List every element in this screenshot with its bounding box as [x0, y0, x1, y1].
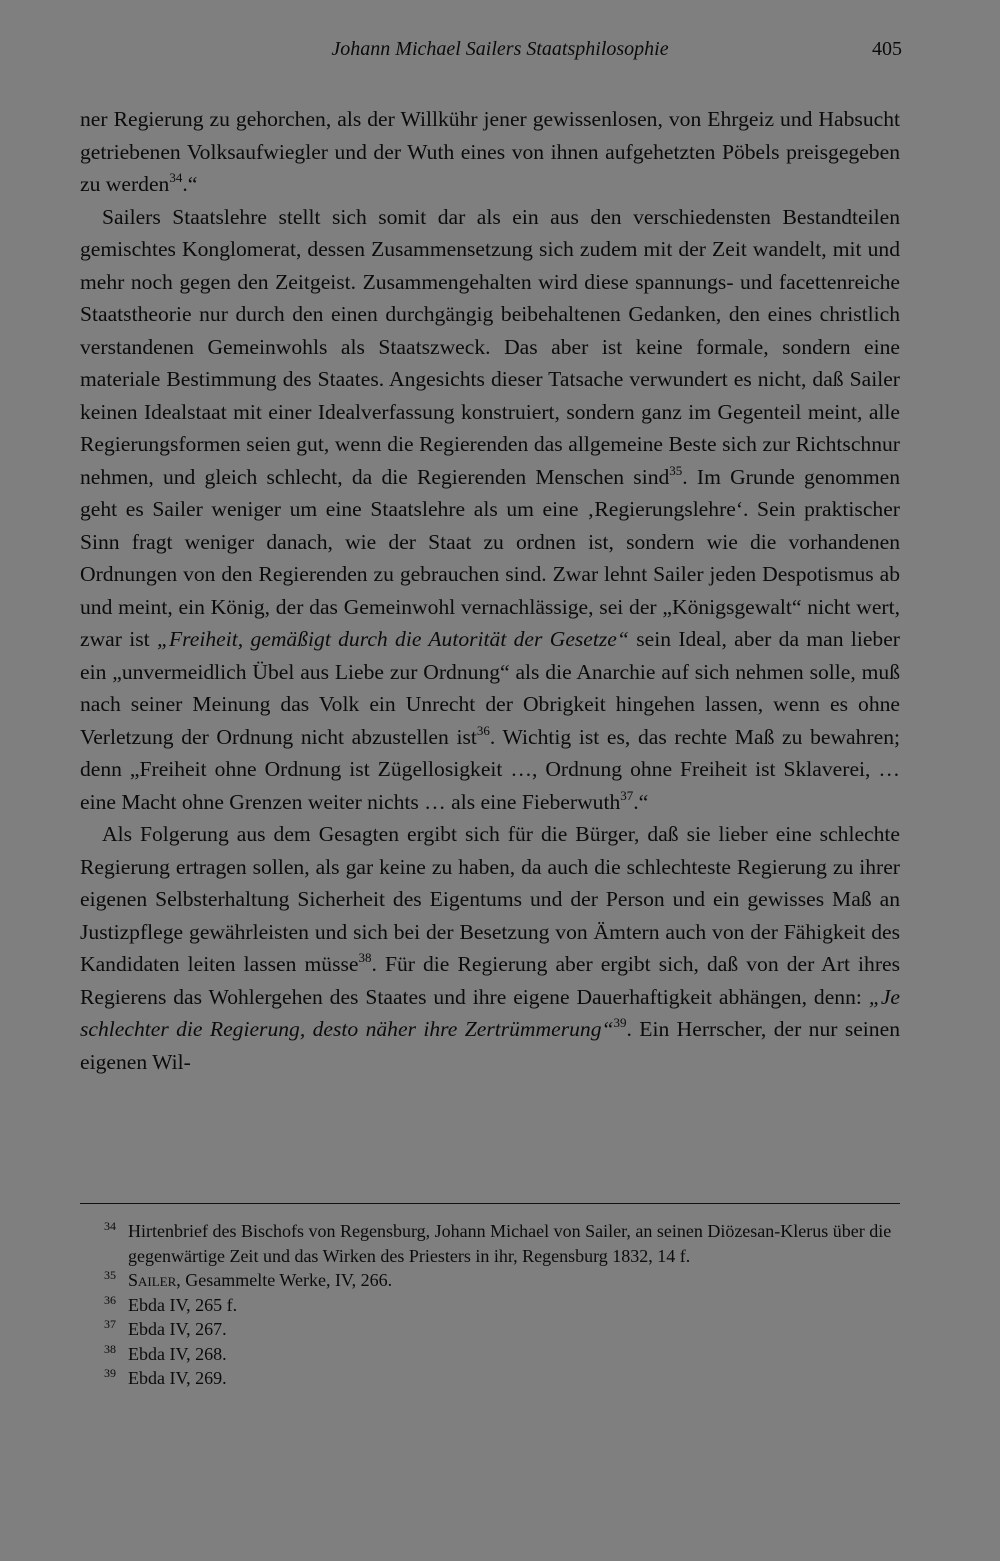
page-number: 405 [872, 38, 902, 60]
footnote [80, 1219, 900, 1268]
running-header: Johann Michael Sailers Staatsphilosophie [331, 38, 669, 60]
text-run: . Im Grunde genommen geht es Sailer weniger um eine Staatslehre als um eine ‚Regierungslehre‘. Sein praktischer Sinn fragt weniger danach, wie der Staat zu ordnen ist, sondern wie die vorhandenen Ordnungen von den Regierenden zu gebrauchen sind. Zwar lehnt Sailer jeden Despotismus ab und meint, ein König, der das Gemeinwohl vernachlässige, sei der „Königsgewalt“ nicht wert, zwar ist [80, 464, 900, 651]
footnote-ref: 38 [358, 950, 372, 965]
author-name: Sailer [128, 1270, 177, 1290]
footnote-text: Hirtenbrief des Bischofs von Regensburg, Johann Michael von Sailer, an seinen Diözesan-Klerus über die gegenwärtige Zeit und das Wirken des Priesters in ihr, Regensburg 1832, 14 f. [128, 1221, 892, 1266]
footnote-number: 34 [104, 1219, 116, 1233]
footnote-ref: 35 [669, 462, 683, 478]
footnote-divider [80, 1203, 900, 1204]
text-run: sein Ideal, aber da man lieber ein „unvermeidlich Übel aus Liebe zur Ordnung“ als die Anarchie auf sich nehmen solle, muß nach seiner Meinung das Volk ein Unrecht der Obrigkeit hingehen lassen, wenn es ohne Verletzung der Ordnung nicht abzustellen ist [80, 627, 900, 749]
text-run: . Für die Regierung aber ergibt sich, daß von der Art ihres Regierens das Wohlergehen des Staates und ihre eigene Dauerhaftigkeit abhängen, denn: [80, 952, 900, 1009]
footnote-text: Ebda IV, 269. [128, 1368, 227, 1388]
quotation-italic: „Freiheit, gemäßigt durch die Autorität der Gesetze“ [156, 627, 629, 651]
footnote-ref: 34 [169, 170, 183, 185]
footnote-text: Ebda IV, 267. [128, 1319, 227, 1339]
footnote-ref: 39 [613, 1015, 627, 1030]
footnote [80, 1342, 900, 1367]
text-run: Sailers Staatslehre stellt sich somit dar als ein aus den verschiedensten Bestandteilen gemischtes Konglomerat, dessen Zusammensetzung sich zudem mit der Zeit wandelt, mit und mehr noch gegen den Zeitgeist. Zusammengehalten wird diese spannungs- und facettenreiche Staatstheorie nur durch den einen durchgängig beibehaltenen Gedanken, den eines christlich verstandenen Gemeinwohls als Staatszweck. Das aber ist keine formale, sondern eine materiale Bestimmung des Staates. Angesichts dieser Tatsache verwundert es nicht, daß Sailer keinen Idealstaat mit einer Idealverfassung konstruiert, sondern ganz im Gegenteil meint, alle Regierungsformen seien gut, wenn die Regierenden das allgemeine Beste sich zur Richtschnur nehmen, und gleich schlecht, da die Regierenden Menschen sind [80, 204, 900, 489]
footnote [80, 1366, 900, 1391]
footnote-number: 36 [104, 1292, 116, 1307]
text-run: .“ [182, 172, 198, 196]
text-run: . Ein Herrscher, der nur seinen eigenen Wil- [80, 1017, 900, 1074]
footnote [80, 1268, 900, 1293]
footnote-ref: 36 [476, 722, 490, 738]
text-run: Als Folgerung aus dem Gesagten ergibt sich für die Bürger, daß sie lieber eine schlechte Regierung ertragen sollen, als gar keine zu haben, da auch die schlechteste Regierung zu ihrer eigenen Selbsterhaltung Sicherheit des Eigentums und der Person und ein gewisses Maß an Justizpflege gewährleisten und sich bei der Besetzung von Ämtern auch von der Fähigkeit des Kandidaten leiten lassen müsse [80, 822, 900, 976]
text-run: .“ [633, 789, 649, 814]
main-text [80, 103, 900, 1078]
footnote-text: Ebda IV, 268. [128, 1343, 227, 1364]
footnote-number: 38 [104, 1341, 116, 1356]
footnote-number: 35 [104, 1268, 116, 1282]
footnote-ref: 37 [620, 787, 634, 803]
footnote-number: 39 [104, 1366, 116, 1380]
footnote [80, 1317, 900, 1342]
paragraph [80, 201, 900, 819]
footnote [80, 1293, 900, 1318]
footnote-number: 37 [104, 1317, 116, 1331]
footnote-text: Ebda IV, 265 f. [128, 1294, 238, 1315]
text-run: . Wichtig ist es, das rechte Maß zu bewahren; denn „Freiheit ohne Ordnung ist Zügellosigkeit …, Ordnung ohne Freiheit ist Sklaverei, … eine Macht ohne Grenzen weiter nichts … als eine Fieberwuth [80, 724, 901, 814]
quotation-italic: „Je schlechter die Regierung, desto näher ihre Zertrümmerung“ [80, 984, 900, 1041]
footnotes [80, 1219, 900, 1391]
footnote-text: , Gesammelte Werke, IV, 266. [176, 1270, 393, 1290]
paragraph [80, 103, 900, 201]
text-run: ner Regierung zu gehorchen, als der Willkühr jener gewissenlosen, von Ehrgeiz und Habsucht getriebenen Volksaufwiegler und der Wuth eines von ihnen aufgehetzten Pöbels preisgegeben zu werden [80, 107, 900, 196]
paragraph [80, 818, 900, 1078]
